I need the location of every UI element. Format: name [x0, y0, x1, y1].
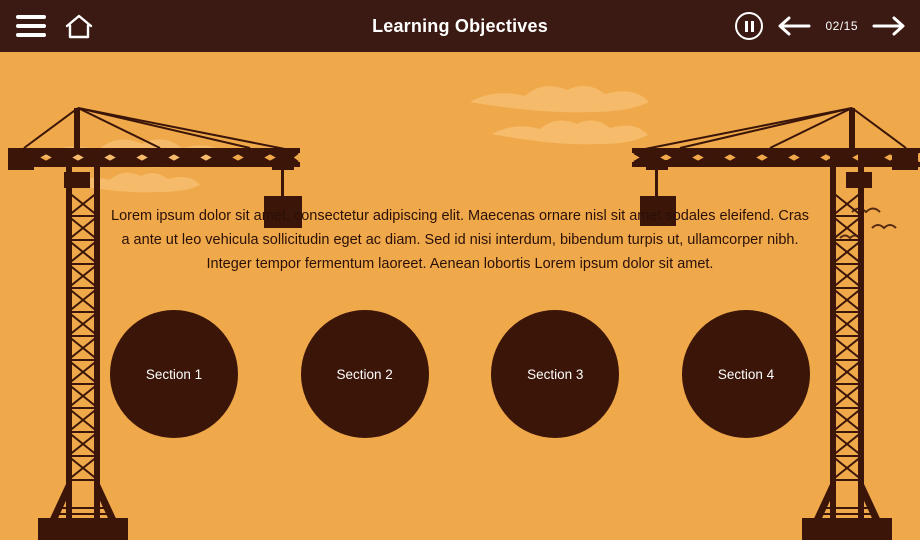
section-label: Section 2: [336, 366, 393, 382]
arrow-right-icon[interactable]: [872, 16, 906, 36]
section-buttons: [110, 310, 810, 438]
top-navigation-bar: [0, 0, 920, 52]
body-paragraph: Lorem ipsum dolor sit amet, consectetur adipiscing elit. Maecenas ornare nisl sit amet sodales eleifend. Cras a ante ut leo vehicula sollicitudin eget ac diam. Sed id nisi interdum, bibendum turpis ut, ullamcorper nibh. Integer tempor fermentum laoreet. Aenean lobortis Lorem ipsum dolor sit amet.: [111, 208, 809, 272]
hamburger-bar: [16, 24, 46, 28]
pause-bar: [745, 21, 748, 32]
pause-bar: [751, 21, 754, 32]
section-button-2[interactable]: [301, 310, 429, 438]
hamburger-bar: [16, 15, 46, 19]
section-button-4[interactable]: [682, 310, 810, 438]
hamburger-bar: [16, 33, 46, 37]
slide-counter: 02/15: [825, 19, 858, 33]
section-label: Section 1: [145, 366, 203, 382]
section-label: Section 4: [717, 366, 775, 382]
arrow-left-icon[interactable]: [777, 16, 811, 36]
home-icon[interactable]: [64, 13, 94, 40]
topbar-right-group: [735, 0, 906, 52]
section-button-3[interactable]: [491, 310, 619, 438]
page-title: Learning Objectives: [372, 16, 548, 36]
pause-icon[interactable]: [735, 12, 763, 40]
hamburger-menu-icon[interactable]: [16, 15, 46, 37]
topbar-left-group: [0, 13, 94, 40]
section-button-1[interactable]: [110, 310, 238, 438]
section-label: Section 3: [527, 366, 584, 382]
slide-content: [0, 52, 920, 540]
